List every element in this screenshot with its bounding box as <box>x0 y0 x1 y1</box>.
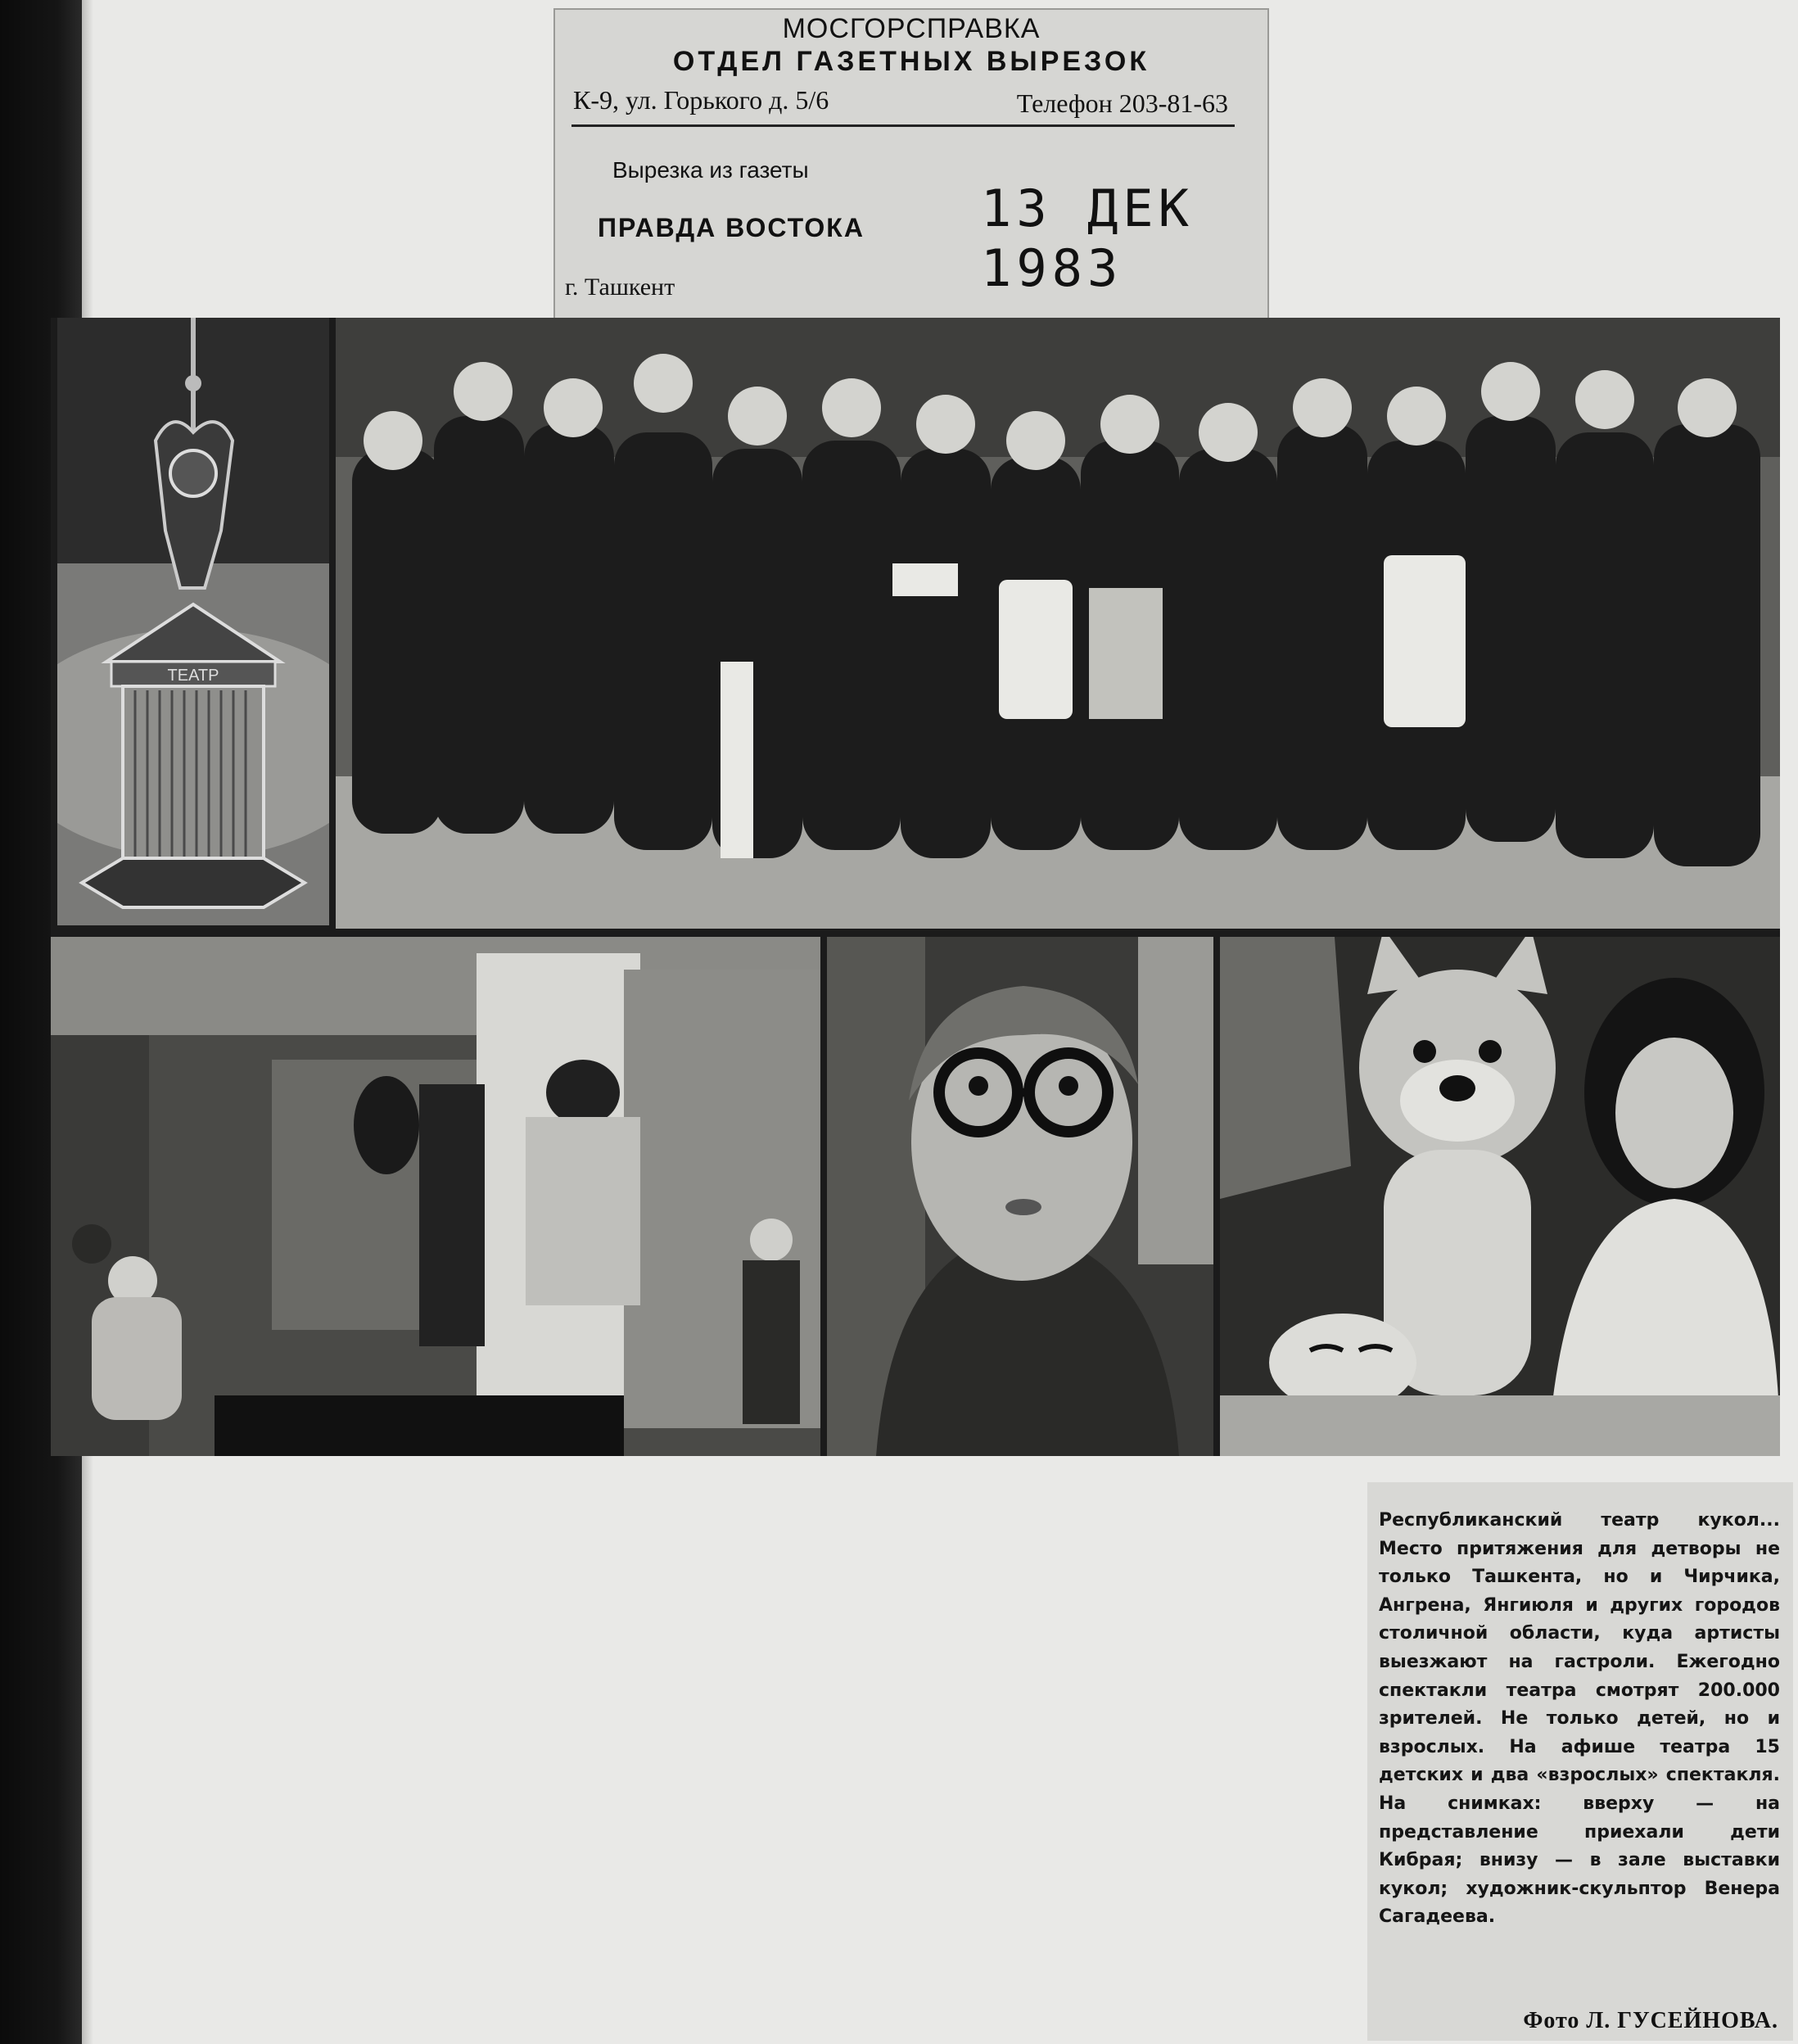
photo-theater-sign <box>57 318 329 925</box>
photo-collage <box>51 318 1780 1456</box>
photo-exhibition-hall <box>51 937 820 1456</box>
phone: Телефон 203-81-63 <box>1016 88 1228 118</box>
agency-name: МОСГОРСПРАВКА <box>782 13 1041 44</box>
photo-caption <box>1367 1482 1793 2041</box>
sign-text: ТЕАТР <box>167 667 219 685</box>
photo-child-glasses <box>827 937 1213 1456</box>
label-rule <box>571 124 1235 127</box>
address: К-9, ул. Горького д. 5/6 <box>573 85 829 115</box>
photo-children-group <box>336 318 1780 929</box>
date-stamp: 13 ДЕК 1983 <box>981 179 1194 298</box>
clipping-service-label <box>553 8 1269 323</box>
photo-sculptor-puppets <box>1220 937 1780 1456</box>
newspaper-name: ПРАВДА ВОСТОКА <box>598 213 865 242</box>
photo-credit: Фото Л. ГУСЕЙНОВА. <box>1523 2008 1778 2033</box>
department-name: ОТДЕЛ ГАЗЕТНЫХ ВЫРЕЗОК <box>672 46 1150 77</box>
clipping-label: Вырезка из газеты <box>612 157 809 183</box>
city: г. Ташкент <box>565 274 675 301</box>
caption-text: Республиканский театр кукол... Место притяжения для детворы не только Ташкента, но и Чирчика, Ангрена, Янгиюля и других городов столичной области, куда артисты выезжают на гастроли. Ежегодно спектакли театра смотрят 200.000 зрителей. Не только детей, но и взрослых. На афише театра 15 детских и два «взрослых» спектакля. На снимках: вверху — на представление приехали дети Кибрая; внизу — в зале выставки кукол; художник-скульптор Венера Сагадеева. <box>1379 1510 1780 1928</box>
